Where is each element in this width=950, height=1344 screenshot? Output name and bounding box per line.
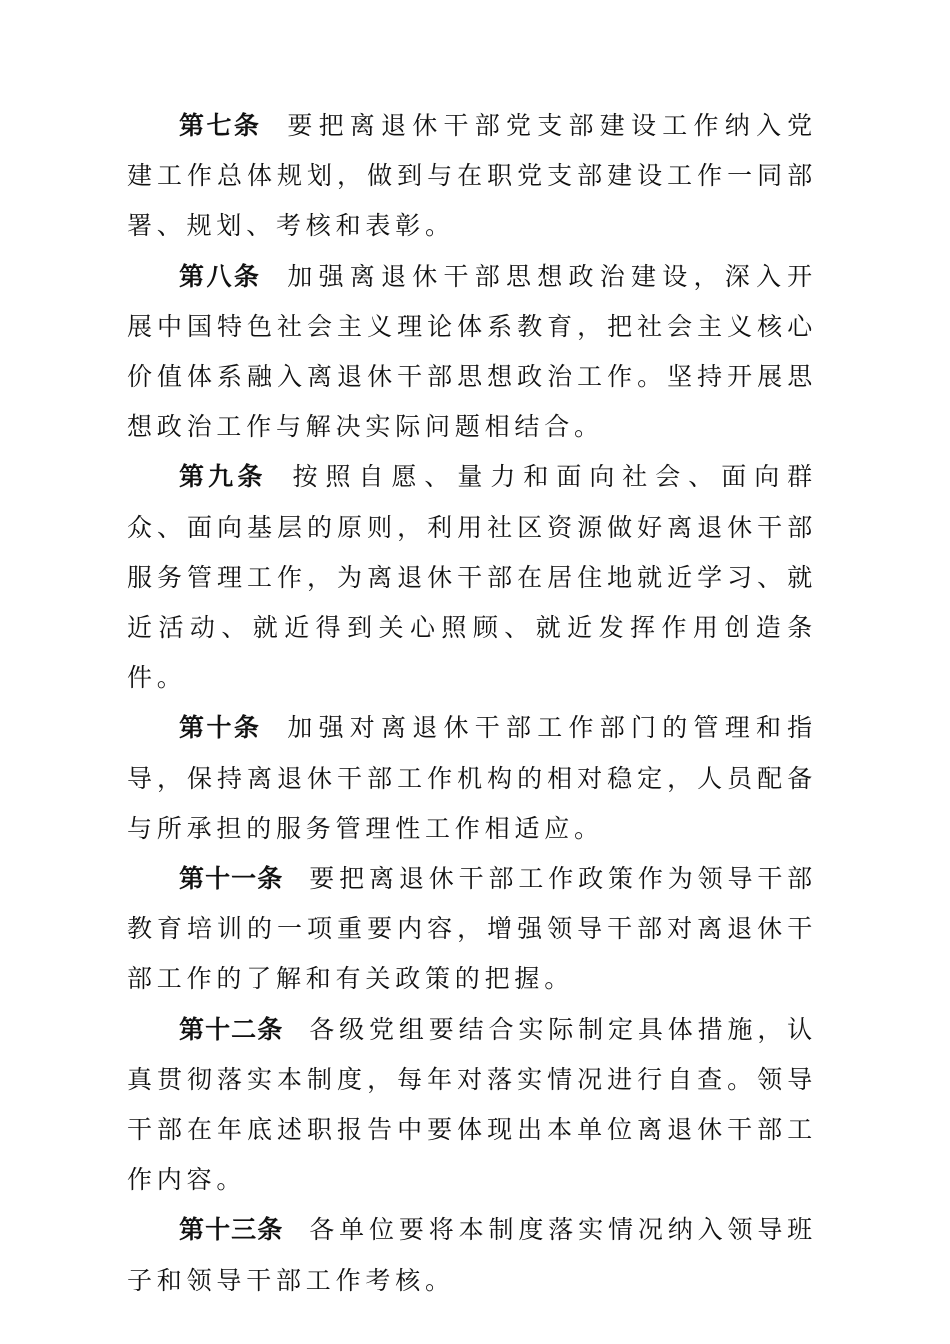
document-body	[127, 101, 817, 1306]
article-11	[127, 854, 817, 1005]
article-8	[127, 252, 817, 453]
article-title: 第十二条	[179, 1014, 284, 1044]
article-title: 第十三条	[179, 1215, 284, 1245]
article-title: 第十条	[179, 713, 262, 743]
article-text: 要把离退休干部工作政策作为领导干部教育培训的一项重要内容，增强领导干部对离退休干部工作的了解和有关政策的把握。	[127, 864, 817, 994]
article-title: 第九条	[179, 462, 267, 492]
article-9	[127, 452, 817, 703]
article-title: 第七条	[179, 111, 262, 140]
article-text: 按照自愿、量力和面向社会、面向群众、面向基层的原则，利用社区资源做好离退休干部服务管理工作，为离退休干部在居住地就近学习、就近活动、就近得到关心照顾、就近发挥作用创造条件。	[127, 462, 817, 693]
article-text: 各单位要将本制度落实情况纳入领导班子和领导干部工作考核。	[127, 1215, 817, 1295]
article-title: 第八条	[179, 261, 262, 291]
article-text: 加强对离退休干部工作部门的管理和指导，保持离退休干部工作机构的相对稳定，人员配备与所承担的服务管理性工作相适应。	[127, 713, 817, 843]
article-text: 要把离退休干部党支部建设工作纳入党建工作总体规划，做到与在职党支部建设工作一同部署、规划、考核和表彰。	[127, 111, 817, 241]
article-text: 各级党组要结合实际制定具体措施，认真贯彻落实本制度，每年对落实情况进行自查。领导干部在年底述职报告中要体现出本单位离退休干部工作内容。	[127, 1014, 817, 1195]
article-12	[127, 1005, 817, 1206]
article-10	[127, 703, 817, 854]
article-title: 第十一条	[179, 864, 284, 894]
article-7	[127, 101, 817, 252]
article-text: 加强离退休干部思想政治建设，深入开展中国特色社会主义理论体系教育，把社会主义核心价值体系融入离退休干部思想政治工作。坚持开展思想政治工作与解决实际问题相结合。	[127, 261, 817, 442]
article-13	[127, 1205, 817, 1305]
